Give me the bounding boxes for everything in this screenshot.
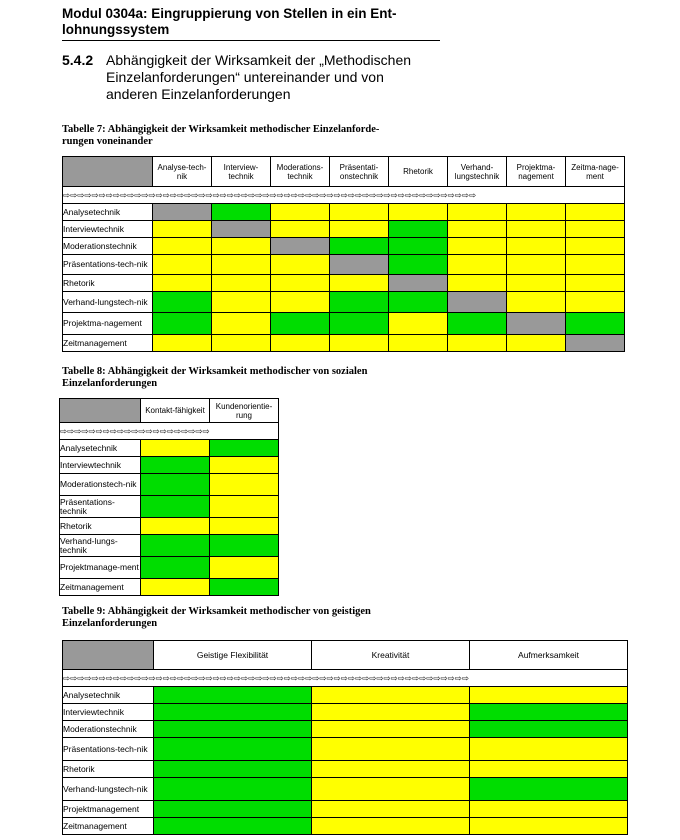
cell-green xyxy=(154,778,312,801)
row-label: Projektmanagement xyxy=(63,801,154,818)
cell-green xyxy=(141,557,210,579)
table9-caption-line2: Einzelanforderungen xyxy=(62,618,158,629)
cell-yellow xyxy=(312,818,470,835)
row-label: Interviewtechnik xyxy=(60,457,141,474)
cell-green xyxy=(153,292,212,313)
table-row xyxy=(60,496,279,518)
column-header: Kontakt-fähigkeit xyxy=(141,399,210,423)
cell-green xyxy=(154,687,312,704)
cell-gray xyxy=(271,238,330,255)
row-label: Projektmanage-ment xyxy=(60,557,141,579)
table-row xyxy=(60,579,279,596)
table9-caption-line1: Tabelle 9: Abhängigkeit der Wirksamkeit methodischer von geistigen xyxy=(62,606,371,617)
cell-yellow xyxy=(312,738,470,761)
cell-yellow xyxy=(330,335,389,352)
cell-green xyxy=(470,704,628,721)
column-header: Zeitma-nage-ment xyxy=(566,157,625,187)
cell-green xyxy=(141,457,210,474)
cell-yellow xyxy=(507,292,566,313)
cell-yellow xyxy=(330,221,389,238)
table9-mental-matrix xyxy=(62,640,628,835)
column-header: Rhetorik xyxy=(389,157,448,187)
cell-green xyxy=(330,313,389,335)
cell-yellow xyxy=(389,335,448,352)
cell-yellow xyxy=(389,313,448,335)
cell-yellow xyxy=(470,801,628,818)
cell-yellow xyxy=(312,687,470,704)
cell-yellow xyxy=(210,474,279,496)
table-row xyxy=(63,255,625,275)
cell-green xyxy=(330,238,389,255)
column-header: Kundenorientie-rung xyxy=(210,399,279,423)
column-header: Präsentati-onstechnik xyxy=(330,157,389,187)
table-row xyxy=(63,687,628,704)
row-label: Verhand-lungstech-nik xyxy=(63,778,154,801)
table8-caption xyxy=(62,366,367,390)
column-header: Projektma-nagement xyxy=(507,157,566,187)
cell-green xyxy=(153,313,212,335)
cell-yellow xyxy=(271,255,330,275)
table7-caption xyxy=(62,124,379,148)
cell-green xyxy=(210,535,279,557)
table-row xyxy=(63,238,625,255)
cell-green xyxy=(566,313,625,335)
cell-yellow xyxy=(210,496,279,518)
cell-yellow xyxy=(566,238,625,255)
cell-green xyxy=(271,313,330,335)
cell-green xyxy=(154,761,312,778)
cell-yellow xyxy=(566,221,625,238)
cell-yellow xyxy=(389,204,448,221)
cell-yellow xyxy=(210,557,279,579)
cell-green xyxy=(470,778,628,801)
table-row xyxy=(60,440,279,457)
cell-yellow xyxy=(507,255,566,275)
cell-yellow xyxy=(271,221,330,238)
table7-dependency-matrix xyxy=(62,156,625,352)
cell-yellow xyxy=(448,238,507,255)
cell-yellow xyxy=(153,238,212,255)
cell-green xyxy=(141,496,210,518)
cell-yellow xyxy=(448,204,507,221)
table-row xyxy=(63,221,625,238)
row-label: Interviewtechnik xyxy=(63,221,153,238)
cell-gray xyxy=(389,275,448,292)
cell-green xyxy=(330,292,389,313)
cell-yellow xyxy=(212,275,271,292)
table8-caption-line2: Einzelanforderungen xyxy=(62,378,158,389)
cell-yellow xyxy=(330,275,389,292)
row-label: Zeitmanagement xyxy=(63,818,154,835)
cell-gray xyxy=(212,221,271,238)
cell-yellow xyxy=(312,778,470,801)
cell-green xyxy=(154,721,312,738)
row-label: Rhetorik xyxy=(63,761,154,778)
cell-yellow xyxy=(141,579,210,596)
table-row xyxy=(63,801,628,818)
table-row xyxy=(60,474,279,496)
table9-caption xyxy=(62,606,371,630)
row-label: Verhand-lungs-technik xyxy=(60,535,141,557)
row-label: Rhetorik xyxy=(63,275,153,292)
cell-gray xyxy=(330,255,389,275)
cell-yellow xyxy=(153,275,212,292)
table8-social-matrix xyxy=(59,398,279,596)
cell-yellow xyxy=(312,801,470,818)
row-label: Moderationstechnik xyxy=(63,238,153,255)
cell-yellow xyxy=(210,457,279,474)
arrow-strip: ⇨⇨⇨⇨⇨⇨⇨⇨⇨⇨⇨⇨⇨⇨⇨⇨⇨⇨⇨⇨⇨⇨⇨⇨⇨⇨⇨⇨⇨⇨⇨⇨⇨⇨⇨⇨⇨⇨⇨⇨⇨⇨⇨⇨⇨⇨⇨⇨⇨⇨⇨⇨⇨⇨⇨⇨⇨⇨ xyxy=(63,187,625,204)
cell-yellow xyxy=(271,204,330,221)
module-title-line1: Modul 0304a: Eingruppierung von Stellen in ein Ent- xyxy=(62,6,397,21)
cell-yellow xyxy=(448,221,507,238)
column-header: Verhand-lungstechnik xyxy=(448,157,507,187)
section-title-line3: anderen Einzelanforderungen xyxy=(106,86,291,102)
column-header: Interview-technik xyxy=(212,157,271,187)
table-header-row xyxy=(63,641,628,670)
cell-yellow xyxy=(470,738,628,761)
table-row xyxy=(63,275,625,292)
cell-green xyxy=(389,238,448,255)
cell-gray xyxy=(448,292,507,313)
table-row xyxy=(63,292,625,313)
table-header-row xyxy=(63,157,625,187)
cell-green xyxy=(470,721,628,738)
cell-yellow xyxy=(312,761,470,778)
row-label: Rhetorik xyxy=(60,518,141,535)
cell-yellow xyxy=(141,518,210,535)
cell-green xyxy=(141,535,210,557)
cell-green xyxy=(389,255,448,275)
table-row xyxy=(63,738,628,761)
table-row xyxy=(63,778,628,801)
cell-green xyxy=(154,738,312,761)
table-row xyxy=(60,518,279,535)
row-label: Zeitmanagement xyxy=(63,335,153,352)
cell-gray xyxy=(566,335,625,352)
cell-yellow xyxy=(507,275,566,292)
cell-yellow xyxy=(507,221,566,238)
arrow-strip: ⇨⇨⇨⇨⇨⇨⇨⇨⇨⇨⇨⇨⇨⇨⇨⇨⇨⇨⇨⇨⇨⇨⇨⇨⇨⇨⇨⇨⇨⇨⇨⇨⇨⇨⇨⇨⇨⇨⇨⇨⇨⇨⇨⇨⇨⇨⇨⇨⇨⇨⇨⇨⇨⇨⇨⇨⇨ xyxy=(63,670,628,687)
row-label: Analysetechnik xyxy=(60,440,141,457)
table-row xyxy=(63,704,628,721)
cell-gray xyxy=(507,313,566,335)
row-label: Moderationstech-nik xyxy=(60,474,141,496)
row-label: Moderationstechnik xyxy=(63,721,154,738)
table-row xyxy=(63,204,625,221)
cell-yellow xyxy=(330,204,389,221)
row-label: Präsentations-tech-nik xyxy=(63,255,153,275)
column-header: Geistige Flexibilität xyxy=(154,641,312,670)
cell-yellow xyxy=(312,704,470,721)
table-row xyxy=(60,557,279,579)
cell-yellow xyxy=(153,221,212,238)
arrow-row xyxy=(60,423,279,440)
cell-yellow xyxy=(566,204,625,221)
row-label: Projektma-nagement xyxy=(63,313,153,335)
row-label: Analysetechnik xyxy=(63,687,154,704)
column-header: Moderations-technik xyxy=(271,157,330,187)
cell-green xyxy=(154,801,312,818)
cell-yellow xyxy=(448,275,507,292)
cell-yellow xyxy=(271,292,330,313)
cell-green xyxy=(210,440,279,457)
cell-green xyxy=(141,474,210,496)
cell-yellow xyxy=(153,255,212,275)
cell-yellow xyxy=(507,335,566,352)
cell-yellow xyxy=(271,335,330,352)
arrow-row xyxy=(63,187,625,204)
section-title xyxy=(106,52,411,103)
table-row xyxy=(63,818,628,835)
cell-yellow xyxy=(507,238,566,255)
row-label: Interviewtechnik xyxy=(63,704,154,721)
corner-cell xyxy=(60,399,141,423)
table7-caption-line2: rungen voneinander xyxy=(62,136,153,147)
document-header xyxy=(62,6,440,41)
cell-yellow xyxy=(312,721,470,738)
cell-yellow xyxy=(153,335,212,352)
table-row xyxy=(63,335,625,352)
cell-yellow xyxy=(210,518,279,535)
cell-yellow xyxy=(566,292,625,313)
cell-yellow xyxy=(566,275,625,292)
cell-yellow xyxy=(507,204,566,221)
cell-yellow xyxy=(212,313,271,335)
column-header: Aufmerksamkeit xyxy=(470,641,628,670)
table-row xyxy=(60,457,279,474)
cell-green xyxy=(389,221,448,238)
cell-yellow xyxy=(448,255,507,275)
table8-caption-line1: Tabelle 8: Abhängigkeit der Wirksamkeit methodischer von sozialen xyxy=(62,366,368,377)
section-title-line1: Abhängigkeit der Wirksamkeit der „Methodischen xyxy=(106,52,412,68)
cell-green xyxy=(448,313,507,335)
cell-green xyxy=(212,204,271,221)
table-row xyxy=(63,721,628,738)
cell-yellow xyxy=(141,440,210,457)
cell-yellow xyxy=(470,818,628,835)
cell-yellow xyxy=(212,238,271,255)
cell-yellow xyxy=(470,687,628,704)
column-header: Kreativität xyxy=(312,641,470,670)
cell-green xyxy=(210,579,279,596)
cell-yellow xyxy=(271,275,330,292)
corner-cell xyxy=(63,157,153,187)
arrow-strip: ⇨⇨⇨⇨⇨⇨⇨⇨⇨⇨⇨⇨⇨⇨⇨⇨⇨⇨⇨⇨⇨ xyxy=(60,423,279,440)
cell-yellow xyxy=(212,255,271,275)
table7-caption-line1: Tabelle 7: Abhängigkeit der Wirksamkeit methodischer Einzelanforde- xyxy=(62,124,380,135)
table-header-row xyxy=(60,399,279,423)
column-header: Analyse-tech-nik xyxy=(153,157,212,187)
table-row xyxy=(63,313,625,335)
cell-yellow xyxy=(212,335,271,352)
module-title-line2: lohnungssystem xyxy=(62,22,170,37)
table-row xyxy=(63,761,628,778)
row-label: Verhand-lungstech-nik xyxy=(63,292,153,313)
arrow-row xyxy=(63,670,628,687)
cell-yellow xyxy=(566,255,625,275)
section-heading xyxy=(62,52,482,103)
section-number: 5.4.2 xyxy=(62,52,94,68)
cell-yellow xyxy=(212,292,271,313)
cell-green xyxy=(154,818,312,835)
row-label: Präsentations-tech-nik xyxy=(63,738,154,761)
row-label: Zeitmanagement xyxy=(60,579,141,596)
corner-cell xyxy=(63,641,154,670)
cell-green xyxy=(389,292,448,313)
cell-yellow xyxy=(448,335,507,352)
cell-gray xyxy=(153,204,212,221)
row-label: Präsentations-technik xyxy=(60,496,141,518)
cell-yellow xyxy=(470,761,628,778)
section-title-line2: Einzelanforderungen“ untereinander und von xyxy=(106,69,384,85)
cell-green xyxy=(154,704,312,721)
row-label: Analysetechnik xyxy=(63,204,153,221)
table-row xyxy=(60,535,279,557)
